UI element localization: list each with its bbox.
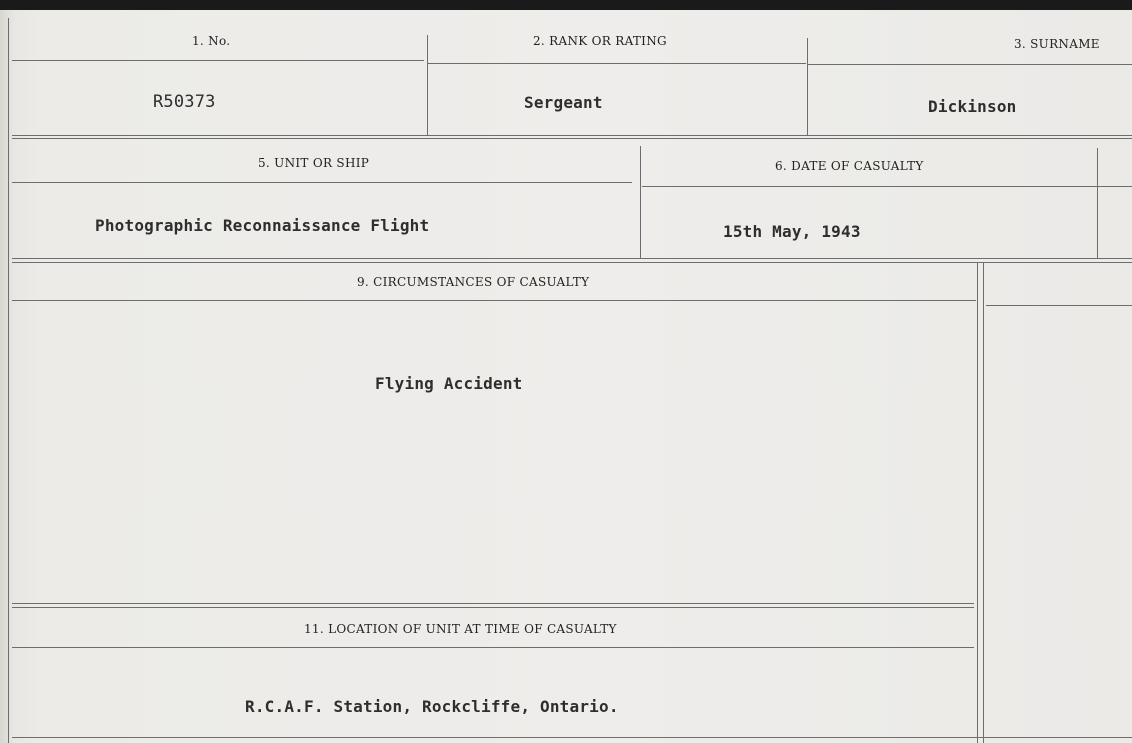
field-number-label: 1. No.: [192, 34, 231, 48]
field-number-value: R50373: [153, 92, 216, 112]
rule-row3-bottom-b: [12, 607, 974, 608]
field-circumstances-label: 9. CIRCUMSTANCES OF CASUALTY: [357, 275, 590, 289]
field-date-value: 15th May, 1943: [723, 222, 861, 241]
rule-col-main-right-b: [983, 262, 984, 743]
rule-row1-bottom-b: [12, 138, 1132, 139]
rule-row2-label-under-date: [642, 186, 1132, 187]
field-surname-label: 3. SURNAME: [1014, 37, 1100, 51]
rule-row3-bottom-a: [12, 603, 974, 604]
field-unit-label: 5. UNIT OR SHIP: [258, 156, 370, 170]
rule-row3-label-under: [12, 300, 976, 301]
rule-row1-label-under-rank: [428, 63, 806, 64]
rule-row2-label-under-unit: [12, 182, 632, 183]
rule-row4-label-under: [12, 647, 974, 648]
rule-row3-right-under: [986, 305, 1132, 306]
rule-row1-label-under-no: [12, 60, 424, 61]
rule-col-rank-surname: [807, 38, 808, 135]
rule-col-main-right-a: [977, 262, 978, 743]
rule-left-margin: [8, 18, 9, 743]
rule-col-no-rank: [427, 35, 428, 135]
field-circumstances-value: Flying Accident: [375, 374, 523, 393]
rule-row2-bottom-a: [12, 258, 1132, 259]
rule-row2-bottom-b: [12, 262, 1132, 263]
rule-row1-label-under-surname: [808, 64, 1132, 65]
field-location-value: R.C.A.F. Station, Rockcliffe, Ontario.: [245, 697, 619, 716]
rule-col-unit-date: [640, 146, 641, 258]
rule-row1-bottom-a: [12, 135, 1132, 136]
scan-top-edge: [0, 0, 1132, 10]
rule-row4-bottom: [12, 737, 1132, 738]
field-unit-value: Photographic Reconnaissance Flight: [95, 216, 430, 235]
field-rank-value: Sergeant: [524, 93, 603, 112]
field-rank-label: 2. RANK OR RATING: [533, 34, 667, 48]
rule-col-date-next: [1097, 148, 1098, 258]
field-location-label: 11. LOCATION OF UNIT AT TIME OF CASUALTY: [304, 622, 617, 636]
field-surname-value: Dickinson: [928, 97, 1017, 116]
field-date-label: 6. DATE OF CASUALTY: [775, 159, 924, 173]
